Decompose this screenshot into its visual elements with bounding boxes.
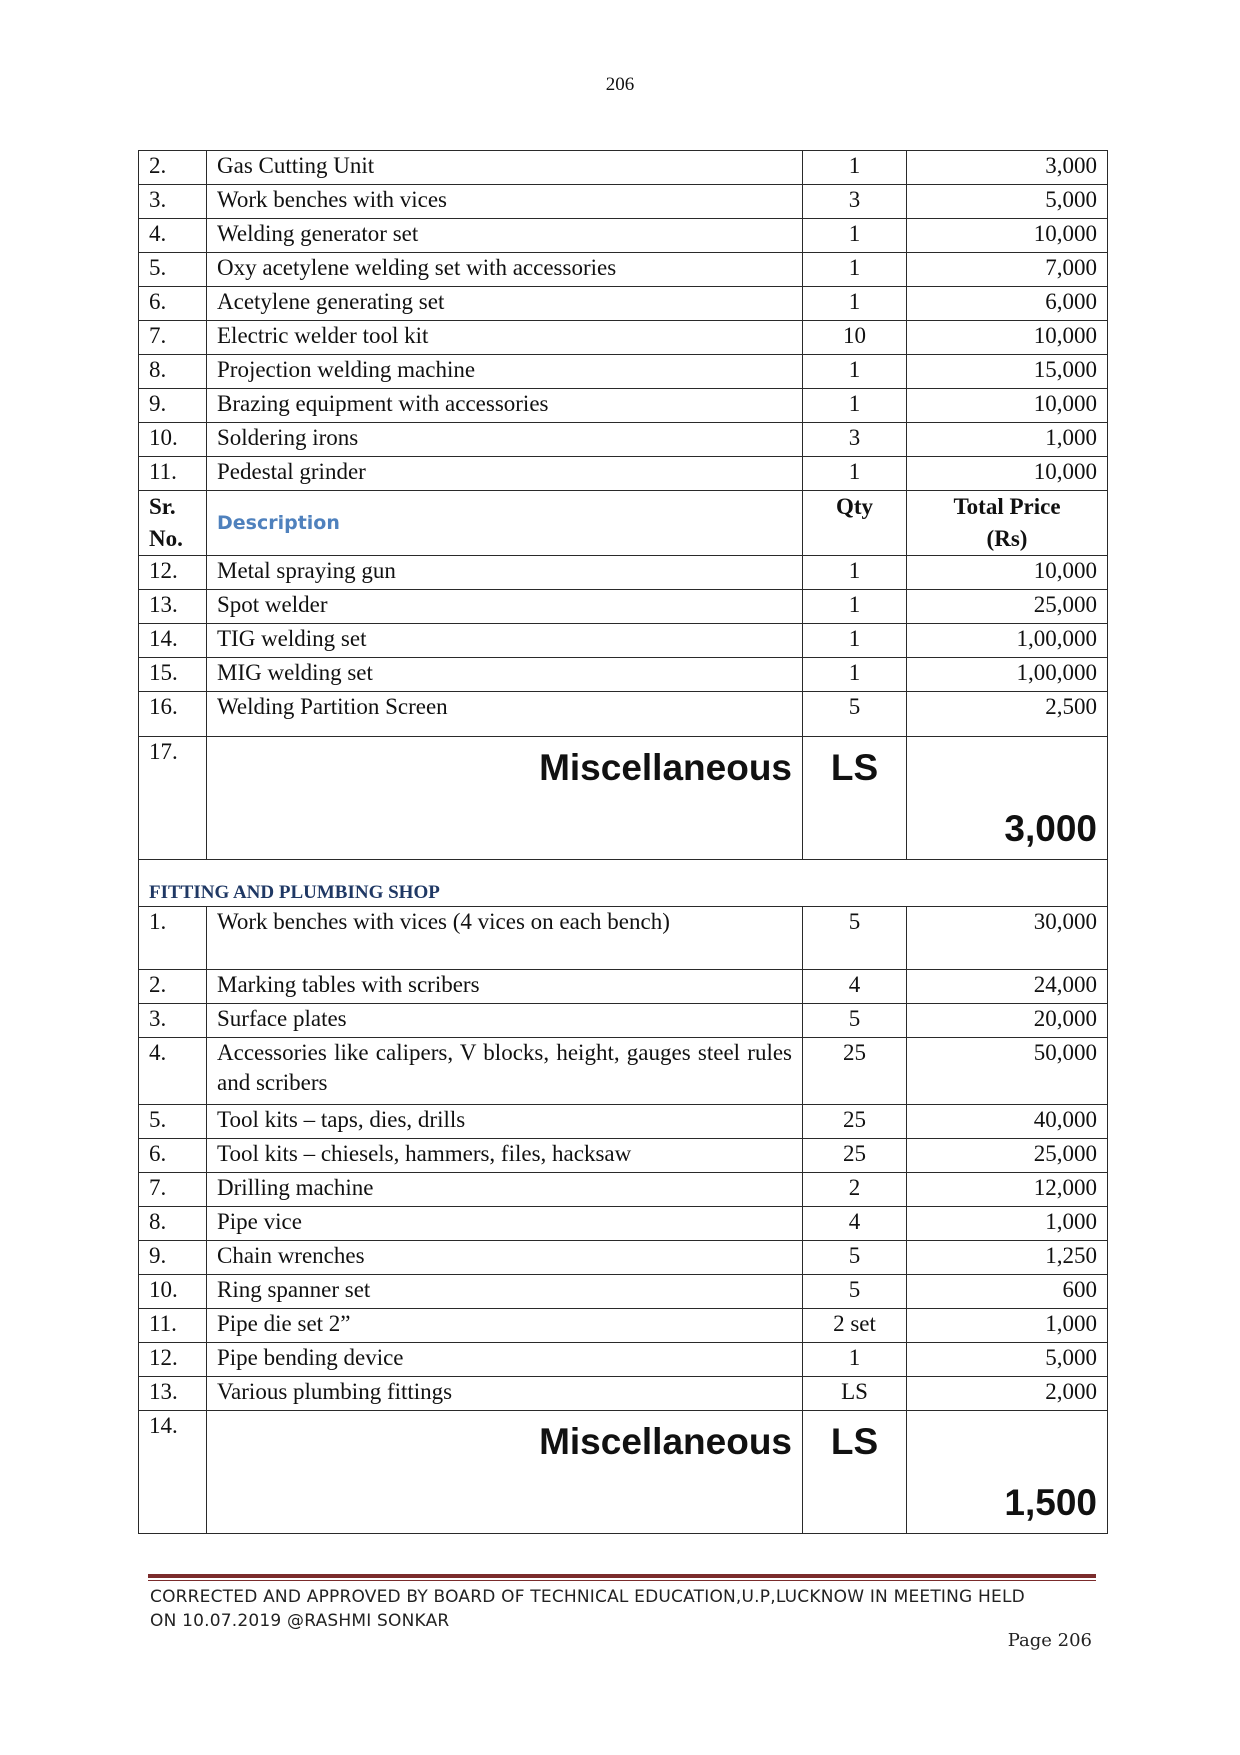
price-cell: 20,000 — [907, 1004, 1108, 1038]
sr-cell: 7. — [139, 321, 207, 355]
price-cell: 1,00,000 — [907, 658, 1108, 692]
table-row — [139, 1004, 1108, 1038]
qty-cell: LS — [803, 1411, 907, 1534]
description-cell: Projection welding machine — [207, 355, 803, 389]
sr-cell: 3. — [139, 1004, 207, 1038]
price-cell: 25,000 — [907, 1139, 1108, 1173]
description-cell: Drilling machine — [207, 1173, 803, 1207]
price-cell: 24,000 — [907, 970, 1108, 1004]
sr-cell: 7. — [139, 1173, 207, 1207]
description-cell: Gas Cutting Unit — [207, 151, 803, 185]
qty-cell: 25 — [803, 1139, 907, 1173]
price-cell: 50,000 — [907, 1038, 1108, 1105]
table-row — [139, 389, 1108, 423]
footer-rule — [148, 1574, 1096, 1581]
sr-cell: 5. — [139, 253, 207, 287]
sr-cell: 9. — [139, 389, 207, 423]
table-row — [139, 1173, 1108, 1207]
table-row — [139, 185, 1108, 219]
table-row — [139, 556, 1108, 590]
qty-cell: 2 — [803, 1173, 907, 1207]
price-cell: 3,000 — [907, 737, 1108, 860]
qty-cell: 1 — [803, 624, 907, 658]
description-cell: MIG welding set — [207, 658, 803, 692]
price-cell: 3,000 — [907, 151, 1108, 185]
sr-cell: 2. — [139, 970, 207, 1004]
table-row — [139, 287, 1108, 321]
sr-cell: 12. — [139, 1343, 207, 1377]
table-row — [139, 1275, 1108, 1309]
table-row — [139, 590, 1108, 624]
table-row — [139, 355, 1108, 389]
table-row-miscellaneous — [139, 737, 1108, 860]
sr-cell: 8. — [139, 355, 207, 389]
header-sr-no — [139, 491, 207, 556]
description-cell: Various plumbing fittings — [207, 1377, 803, 1411]
price-cell: 1,500 — [907, 1411, 1108, 1534]
footer-approval-note — [150, 1585, 1100, 1633]
page-number-top: 206 — [605, 74, 635, 95]
qty-cell: 1 — [803, 253, 907, 287]
price-cell: 5,000 — [907, 1343, 1108, 1377]
sr-cell: 4. — [139, 219, 207, 253]
description-cell: TIG welding set — [207, 624, 803, 658]
price-cell: 10,000 — [907, 389, 1108, 423]
sr-cell: 13. — [139, 1377, 207, 1411]
table-row — [139, 658, 1108, 692]
table-row — [139, 1241, 1108, 1275]
qty-cell: 5 — [803, 1241, 907, 1275]
table-row — [139, 423, 1108, 457]
price-cell: 25,000 — [907, 590, 1108, 624]
description-cell: Accessories like calipers, V blocks, height, gauges steel rules and scribers — [207, 1038, 803, 1105]
sr-cell: 4. — [139, 1038, 207, 1105]
description-cell: Marking tables with scribers — [207, 970, 803, 1004]
table-row — [139, 1038, 1108, 1105]
qty-cell: 5 — [803, 907, 907, 970]
sr-cell: 16. — [139, 692, 207, 737]
price-cell: 6,000 — [907, 287, 1108, 321]
sr-cell: 6. — [139, 287, 207, 321]
table-row — [139, 321, 1108, 355]
price-cell: 40,000 — [907, 1105, 1108, 1139]
sr-cell: 1. — [139, 907, 207, 970]
qty-cell: 1 — [803, 389, 907, 423]
qty-cell: 1 — [803, 658, 907, 692]
table-row — [139, 253, 1108, 287]
price-cell: 10,000 — [907, 556, 1108, 590]
qty-cell: 10 — [803, 321, 907, 355]
price-cell: 1,000 — [907, 1207, 1108, 1241]
table-row — [139, 970, 1108, 1004]
description-cell: Work benches with vices — [207, 185, 803, 219]
sr-cell: 11. — [139, 1309, 207, 1343]
qty-cell: 1 — [803, 219, 907, 253]
qty-cell: 4 — [803, 970, 907, 1004]
qty-cell: 5 — [803, 1004, 907, 1038]
header-price-line2: (Rs) — [986, 526, 1028, 551]
description-cell: Brazing equipment with accessories — [207, 389, 803, 423]
equipment-table — [138, 150, 1108, 1534]
description-cell: Work benches with vices (4 vices on each bench) — [207, 907, 803, 970]
table-row — [139, 219, 1108, 253]
sr-cell: 11. — [139, 457, 207, 491]
description-cell: Pedestal grinder — [207, 457, 803, 491]
section-title: FITTING AND PLUMBING SHOP — [139, 860, 1108, 907]
description-cell: Acetylene generating set — [207, 287, 803, 321]
qty-cell: 3 — [803, 423, 907, 457]
price-cell: 15,000 — [907, 355, 1108, 389]
price-cell: 1,250 — [907, 1241, 1108, 1275]
description-cell: Miscellaneous — [207, 737, 803, 860]
price-cell: 1,000 — [907, 423, 1108, 457]
qty-cell: 4 — [803, 1207, 907, 1241]
description-cell: Welding generator set — [207, 219, 803, 253]
header-description: Description — [207, 491, 803, 556]
sr-cell: 6. — [139, 1139, 207, 1173]
description-cell: Ring spanner set — [207, 1275, 803, 1309]
table-row — [139, 151, 1108, 185]
table-row — [139, 1139, 1108, 1173]
table-row — [139, 1309, 1108, 1343]
footer-line-1: CORRECTED AND APPROVED BY BOARD OF TECHNICAL EDUCATION,U.P,LUCKNOW IN MEETING HELD — [150, 1587, 1025, 1607]
sr-cell: 14. — [139, 624, 207, 658]
header-sr-line1: Sr. — [149, 494, 176, 519]
qty-cell: 1 — [803, 556, 907, 590]
price-cell: 30,000 — [907, 907, 1108, 970]
qty-cell: 25 — [803, 1038, 907, 1105]
sr-cell: 13. — [139, 590, 207, 624]
price-cell: 1,000 — [907, 1309, 1108, 1343]
description-cell: Miscellaneous — [207, 1411, 803, 1534]
table-row — [139, 692, 1108, 737]
footer-line-2: ON 10.07.2019 @RASHMI SONKAR — [150, 1611, 450, 1631]
description-cell: Spot welder — [207, 590, 803, 624]
price-cell: 5,000 — [907, 185, 1108, 219]
description-cell: Tool kits – taps, dies, drills — [207, 1105, 803, 1139]
qty-cell: 5 — [803, 1275, 907, 1309]
qty-cell: 1 — [803, 355, 907, 389]
description-cell: Tool kits – chiesels, hammers, files, hacksaw — [207, 1139, 803, 1173]
description-cell: Soldering irons — [207, 423, 803, 457]
header-qty: Qty — [803, 491, 907, 556]
price-cell: 1,00,000 — [907, 624, 1108, 658]
description-cell: Electric welder tool kit — [207, 321, 803, 355]
qty-cell: 1 — [803, 590, 907, 624]
description-cell: Metal spraying gun — [207, 556, 803, 590]
sr-cell: 17. — [139, 737, 207, 860]
description-cell: Welding Partition Screen — [207, 692, 803, 737]
price-cell: 12,000 — [907, 1173, 1108, 1207]
table-row — [139, 1207, 1108, 1241]
sr-cell: 9. — [139, 1241, 207, 1275]
price-cell: 2,000 — [907, 1377, 1108, 1411]
table-row — [139, 907, 1108, 970]
description-cell: Pipe die set 2” — [207, 1309, 803, 1343]
section-title-row — [139, 860, 1108, 907]
sr-cell: 5. — [139, 1105, 207, 1139]
qty-cell: 1 — [803, 287, 907, 321]
sr-cell: 14. — [139, 1411, 207, 1534]
description-cell: Surface plates — [207, 1004, 803, 1038]
header-total-price — [907, 491, 1108, 556]
header-price-line1: Total Price — [953, 494, 1061, 519]
footer-page-number: Page 206 — [1007, 1630, 1092, 1651]
price-cell: 2,500 — [907, 692, 1108, 737]
qty-cell: 2 set — [803, 1309, 907, 1343]
price-cell: 600 — [907, 1275, 1108, 1309]
table-row — [139, 624, 1108, 658]
sr-cell: 10. — [139, 423, 207, 457]
table-header-row — [139, 491, 1108, 556]
qty-cell: LS — [803, 1377, 907, 1411]
qty-cell: LS — [803, 737, 907, 860]
sr-cell: 15. — [139, 658, 207, 692]
qty-cell: 5 — [803, 692, 907, 737]
qty-cell: 1 — [803, 457, 907, 491]
price-cell: 7,000 — [907, 253, 1108, 287]
header-sr-line2: No. — [149, 526, 183, 551]
description-cell: Pipe vice — [207, 1207, 803, 1241]
table-row — [139, 1105, 1108, 1139]
sr-cell: 3. — [139, 185, 207, 219]
table-row — [139, 1343, 1108, 1377]
sr-cell: 8. — [139, 1207, 207, 1241]
table-row-miscellaneous — [139, 1411, 1108, 1534]
sr-cell: 2. — [139, 151, 207, 185]
price-cell: 10,000 — [907, 457, 1108, 491]
price-cell: 10,000 — [907, 321, 1108, 355]
sr-cell: 12. — [139, 556, 207, 590]
qty-cell: 25 — [803, 1105, 907, 1139]
table-row — [139, 457, 1108, 491]
description-cell: Pipe bending device — [207, 1343, 803, 1377]
qty-cell: 1 — [803, 1343, 907, 1377]
description-cell: Oxy acetylene welding set with accessories — [207, 253, 803, 287]
sr-cell: 10. — [139, 1275, 207, 1309]
qty-cell: 1 — [803, 151, 907, 185]
description-cell: Chain wrenches — [207, 1241, 803, 1275]
qty-cell: 3 — [803, 185, 907, 219]
table-row — [139, 1377, 1108, 1411]
price-cell: 10,000 — [907, 219, 1108, 253]
